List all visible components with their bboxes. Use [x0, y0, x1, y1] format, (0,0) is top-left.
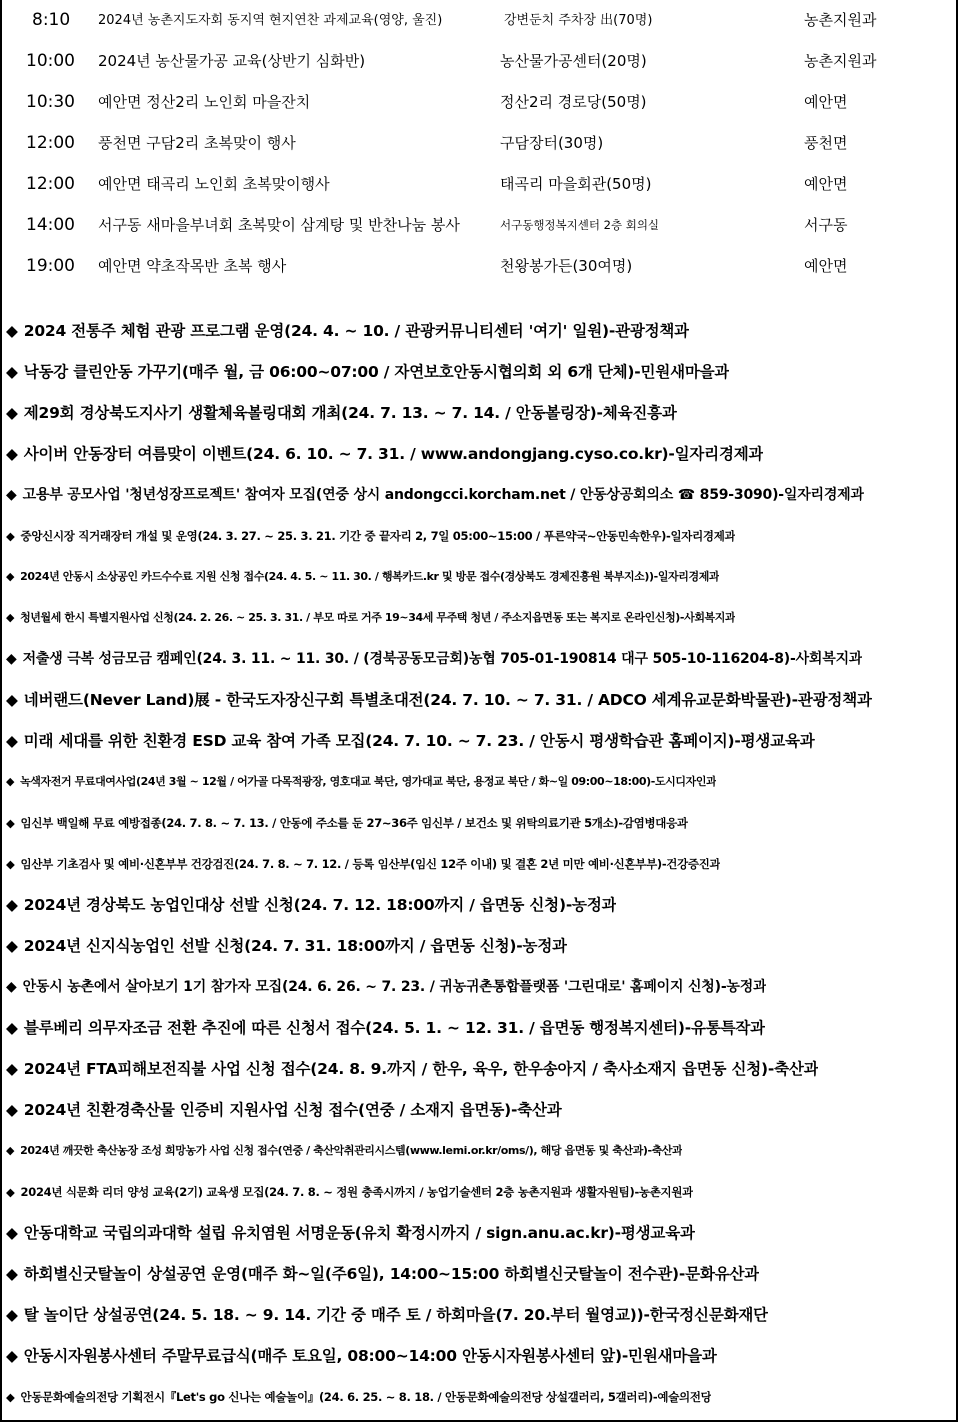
schedule-description: 2024년 농촌지도자회 동지역 현지연찬 과제교육(영양, 울진) — [98, 13, 443, 28]
schedule-place: 정산2리 경로당(50명) — [500, 93, 647, 111]
diamond-bullet-icon: ◆ — [6, 1060, 18, 1078]
notice-text: 2024년 안동시 소상공인 카드수수료 지원 신청 접수(24. 4. 5. ~ 11. 30. / 행복카드.kr 및 방문 접수(경상북도 경제진흥원 북부지소))-일자리경제과 — [20, 570, 720, 583]
notice-item — [6, 762, 716, 802]
schedule-row — [0, 82, 960, 123]
notice-text: 고용부 공모사업 '청년성장프로젝트' 참여자 모집(연중 상시 andongcci.korcham.net / 안동상공회의소 ☎ 859-3090)-일자리경제과 — [22, 487, 864, 503]
schedule-description: 예안면 약초작목반 초복 행사 — [98, 257, 287, 275]
notice-item — [6, 1049, 818, 1089]
notice-item — [6, 434, 763, 474]
schedule-place: 구담장터(30명) — [500, 134, 604, 152]
diamond-bullet-icon: ◆ — [6, 857, 15, 871]
schedule-place: 강변둔치 주차장 出(70명) — [504, 13, 653, 28]
diamond-bullet-icon: ◆ — [6, 322, 18, 340]
diamond-bullet-icon: ◆ — [6, 732, 18, 750]
notice-item — [6, 1213, 695, 1253]
schedule-row — [0, 205, 960, 246]
notice-item — [6, 1172, 693, 1212]
notice-text: 제29회 경상북도지사기 생활체육볼링대회 개최(24. 7. 13. ~ 7. 14. / 안동볼링장)-체육진흥과 — [23, 404, 677, 422]
notice-text: 안동시 농촌에서 살아보기 1기 참가자 모집(24. 6. 26. ~ 7. 23. / 귀농귀촌통합플랫폼 '그린대로' 홈페이지 신청)-농정과 — [22, 979, 767, 995]
diamond-bullet-icon: ◆ — [6, 1265, 18, 1283]
schedule-department: 예안면 — [804, 93, 848, 111]
schedule-description: 예안면 정산2리 노인회 마을잔치 — [98, 93, 311, 111]
schedule-row — [0, 123, 960, 164]
diamond-bullet-icon: ◆ — [6, 816, 15, 830]
diamond-bullet-icon: ◆ — [6, 1101, 18, 1119]
notice-item — [6, 393, 677, 433]
schedule-department: 서구동 — [804, 216, 848, 234]
diamond-bullet-icon: ◆ — [6, 937, 18, 955]
diamond-bullet-icon: ◆ — [6, 896, 18, 914]
notice-text: 저출생 극복 성금모금 캠페인(24. 3. 11. ~ 11. 30. / (경북공동모금회)농협 705-01-190814 대구 505-10-116204-8)-사회복지과 — [22, 651, 863, 667]
diamond-bullet-icon: ◆ — [6, 1019, 18, 1037]
notice-text: 2024년 깨끗한 축산농장 조성 희망농가 사업 신청 접수(연중 / 축산악취관리시스템(www.lemi.or.kr/oms/), 해당 읍면동 및 축산과)-축산과 — [20, 1144, 683, 1157]
notice-text: 안동시자원봉사센터 주말무료급식(매주 토요일, 08:00~14:00 안동시자원봉사센터 앞)-민원새마을과 — [23, 1347, 717, 1365]
notice-text: 사이버 안동장터 여름맞이 이벤트(24. 6. 10. ~ 7. 31. / www.andongjang.cyso.co.kr)-일자리경제과 — [23, 445, 764, 463]
diamond-bullet-icon: ◆ — [6, 775, 15, 788]
notice-item — [6, 1336, 717, 1376]
notice-item — [6, 844, 720, 884]
diamond-bullet-icon: ◆ — [6, 691, 18, 709]
schedule-description: 예안면 태곡리 노인회 초복맞이행사 — [98, 175, 330, 193]
notice-text: 안동대학교 국립의과대학 설립 유치염원 서명운동(유치 확정시까지 / sign.anu.ac.kr)-평생교육과 — [23, 1224, 695, 1242]
diamond-bullet-icon: ◆ — [6, 404, 18, 422]
notice-item — [6, 598, 735, 638]
notice-text: 2024년 FTA피해보전직불 사업 신청 접수(24. 8. 9.까지 / 한우, 육우, 한우송아지 / 축사소재지 읍면동 신청)-축산과 — [23, 1060, 819, 1078]
diamond-bullet-icon: ◆ — [6, 445, 18, 463]
notice-text: 블루베리 의무자조금 전환 추진에 따른 신청서 접수(24. 5. 1. ~ 12. 31. / 읍면동 행정복지센터)-유통특작과 — [23, 1019, 765, 1037]
diamond-bullet-icon: ◆ — [6, 979, 17, 995]
schedule-row — [0, 41, 960, 82]
diamond-bullet-icon: ◆ — [6, 1306, 18, 1324]
diamond-bullet-icon: ◆ — [6, 363, 18, 381]
notice-item — [6, 926, 567, 966]
notice-text: 임산부 기초검사 및 예비·신혼부부 건강검진(24. 7. 8. ~ 7. 12. / 등록 임산부(임신 12주 이내) 및 결혼 2년 미만 예비·신혼부부)-건강증진과 — [20, 857, 721, 871]
notice-item — [6, 885, 616, 925]
diamond-bullet-icon: ◆ — [6, 611, 15, 624]
schedule-time: 10:30 — [26, 92, 75, 112]
schedule-place: 천왕봉가든(30여명) — [500, 257, 633, 275]
notice-item — [6, 352, 729, 392]
schedule-place: 서구동행정복지센터 2층 회의실 — [500, 218, 660, 232]
schedule-row — [0, 164, 960, 205]
schedule-time: 19:00 — [26, 256, 75, 276]
schedule-time: 12:00 — [26, 174, 75, 194]
notice-item — [6, 1090, 562, 1130]
notice-text: 임신부 백일해 무료 예방접종(24. 7. 8. ~ 7. 13. / 안동에 주소를 둔 27~36주 임신부 / 보건소 및 위탁의료기관 5개소)-감염병대응과 — [20, 816, 688, 830]
diamond-bullet-icon: ◆ — [6, 570, 15, 583]
notice-text: 미래 세대를 위한 친환경 ESD 교육 참여 가족 모집(24. 7. 10. ~ 7. 23. / 안동시 평생학습관 홈페이지)-평생교육과 — [23, 732, 815, 750]
schedule-time: 10:00 — [26, 51, 75, 71]
notice-item — [6, 516, 735, 556]
diamond-bullet-icon: ◆ — [6, 1224, 18, 1242]
diamond-bullet-icon: ◆ — [6, 1390, 15, 1404]
schedule-description: 풍천면 구담2리 초복맞이 행사 — [98, 134, 296, 152]
notice-text: 2024년 친환경축산물 인증비 지원사업 신청 접수(연중 / 소재지 읍면동)-축산과 — [23, 1101, 562, 1119]
schedule-department: 농촌지원과 — [804, 52, 877, 70]
notice-item — [6, 1254, 759, 1294]
notice-text: 2024 전통주 체험 관광 프로그램 운영(24. 4. ~ 10. / 관광커뮤니티센터 '여기' 일원)-관광정책과 — [23, 322, 689, 340]
notice-text: 하회별신굿탈놀이 상설공연 운영(매주 화~일(주6일), 14:00~15:00 하회별신굿탈놀이 전수관)-문화유산과 — [23, 1265, 760, 1283]
notice-item — [6, 967, 766, 1007]
notice-item — [6, 1008, 765, 1048]
schedule-description: 서구동 새마을부녀회 초복맞이 삼계탕 및 반찬나눔 봉사 — [98, 216, 460, 234]
diamond-bullet-icon: ◆ — [6, 1185, 15, 1199]
diamond-bullet-icon: ◆ — [6, 487, 17, 503]
notice-text: 2024년 경상북도 농업인대상 선발 신청(24. 7. 12. 18:00까지 / 읍면동 신청)-농정과 — [23, 896, 617, 914]
schedule-time: 8:10 — [32, 10, 71, 30]
diamond-bullet-icon: ◆ — [6, 529, 15, 543]
notice-item — [6, 639, 862, 679]
notice-item — [6, 1295, 768, 1335]
notice-item — [6, 311, 689, 351]
notice-item — [6, 1377, 711, 1417]
schedule-department: 농촌지원과 — [804, 11, 877, 29]
notice-item — [6, 1131, 682, 1171]
schedule-place: 태곡리 마을회관(50명) — [500, 175, 652, 193]
schedule-place: 농산물가공센터(20명) — [500, 52, 647, 70]
schedule-department: 예안면 — [804, 257, 848, 275]
diamond-bullet-icon: ◆ — [6, 651, 17, 667]
notice-item — [6, 557, 719, 597]
diamond-bullet-icon: ◆ — [6, 1347, 18, 1365]
schedule-time: 14:00 — [26, 215, 75, 235]
notice-item — [6, 475, 864, 515]
notice-text: 중앙신시장 직거래장터 개설 및 운영(24. 3. 27. ~ 25. 3. 21. 기간 중 끝자리 2, 7일 05:00~15:00 / 푸른약국~안동민속한우)-일자리경제과 — [20, 529, 736, 543]
notice-text: 안동문화예술의전당 기획전시『Let's go 신나는 예술놀이』(24. 6. 25. ~ 8. 18. / 안동문화예술의전당 상설갤러리, 5갤러리)-예술의전당 — [20, 1390, 712, 1404]
schedule-row — [0, 246, 960, 287]
diamond-bullet-icon: ◆ — [6, 1144, 15, 1157]
notice-text: 녹색자전거 무료대여사업(24년 3월 ~ 12월 / 어가골 다목적광장, 영호대교 북단, 영가대교 북단, 용정교 북단 / 화~일 09:00~18:00)-도시디자인과 — [20, 775, 717, 788]
notice-text: 낙동강 클린안동 가꾸기(매주 월, 금 06:00~07:00 / 자연보호안동시협의회 외 6개 단체)-민원새마을과 — [23, 363, 730, 381]
schedule-description: 2024년 농산물가공 교육(상반기 심화반) — [98, 52, 366, 70]
notice-text: 탈 놀이단 상설공연(24. 5. 18. ~ 9. 14. 기간 중 매주 토 / 하회마을(7. 20.부터 월영교))-한국정신문화재단 — [23, 1306, 768, 1324]
schedule-department: 예안면 — [804, 175, 848, 193]
schedule-department: 풍천면 — [804, 134, 848, 152]
schedule-time: 12:00 — [26, 133, 75, 153]
notice-item — [6, 803, 688, 843]
notice-item — [6, 721, 815, 761]
schedule-row — [0, 0, 960, 41]
notice-text: 청년월세 한시 특별지원사업 신청(24. 2. 26. ~ 25. 3. 31. / 부모 따로 거주 19~34세 무주택 청년 / 주소지읍면동 또는 복지로 온라인신청)-사회복지과 — [20, 611, 736, 624]
notice-text: 2024년 신지식농업인 선발 신청(24. 7. 31. 18:00까지 / 읍면동 신청)-농정과 — [23, 937, 567, 955]
notice-text: 네버랜드(Never Land)展 - 한국도자장신구회 특별초대전(24. 7. 10. ~ 7. 31. / ADCO 세계유교문화박물관)-관광정책과 — [23, 691, 872, 709]
notice-item — [6, 680, 872, 720]
notice-text: 2024년 식문화 리더 양성 교육(2기) 교육생 모집(24. 7. 8. ~ 정원 충족시까지 / 농업기술센터 2층 농촌지원과 생활자원팀)-농촌지원과 — [20, 1185, 693, 1199]
